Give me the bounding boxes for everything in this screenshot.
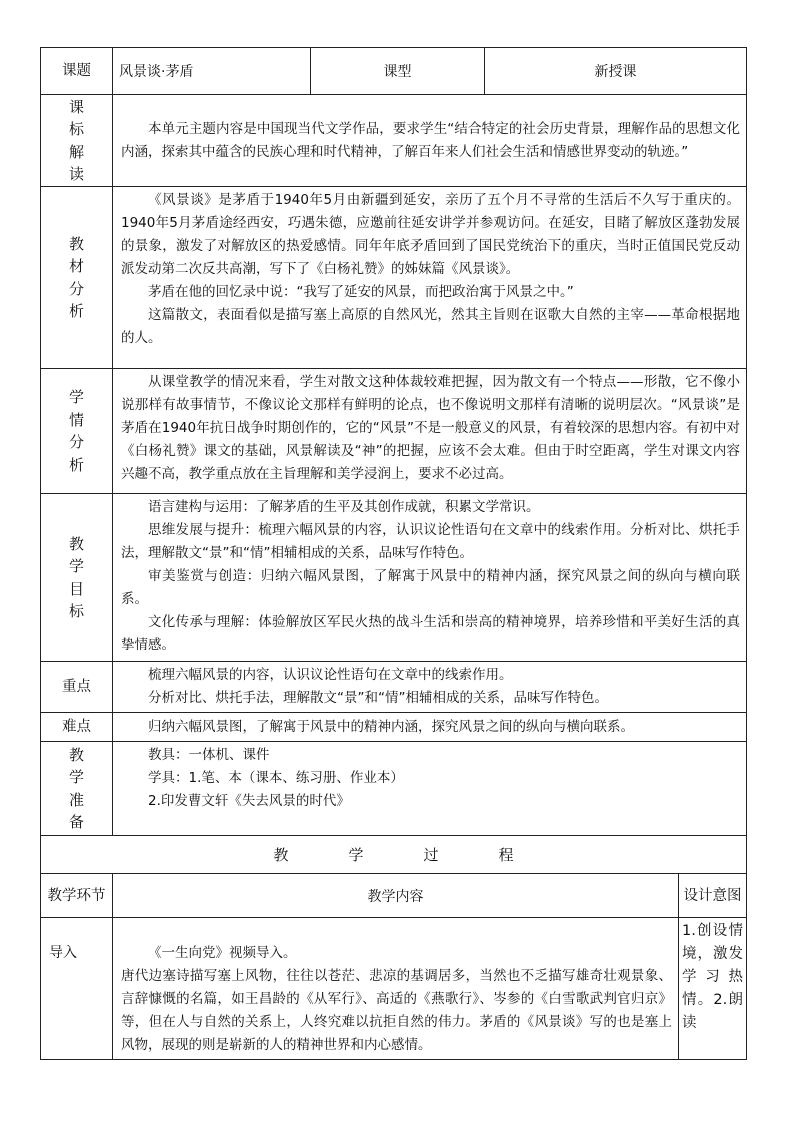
students-row	[41, 369, 747, 494]
key-label: 重点	[41, 662, 113, 713]
process-title: 教 学 过 程	[41, 836, 747, 874]
intro-design: 1.创设情境，激发学习热情。2.朗读	[679, 918, 747, 1060]
goals-row	[41, 494, 747, 662]
intro-content: 《一生向党》视频导入。 唐代边塞诗描写塞上风物，往往以苍茫、悲凉的基调居多，当然也不乏描写雄奇壮观景象、言辞慷慨的名篇，如王昌龄的《从军行》、高适的《燕歌行》、岑参的《白雪歌武判官归京》等，但在人与自然的关系上，人终究难以抗拒自然的伟力。茅盾的《风景谈》写的也是塞上风物，展现的则是崭新的人的精神世界和内心感情。	[113, 918, 679, 1060]
topic-value: 风景谈·茅盾	[113, 48, 311, 95]
textbook-label: 教 材 分 析	[41, 187, 113, 369]
type-value: 新授课	[485, 48, 747, 95]
type-label: 课型	[311, 48, 485, 95]
key-text: 梳理六幅风景的内容，认识议论性语句在文章中的线索作用。 分析对比、烘托手法，理解散文“景”和“情”相辅相成的关系，品味写作特色。	[113, 662, 747, 713]
difficulty-text: 归纳六幅风景图，了解寓于风景中的精神内涵，探究风景之间的纵向与横向联系。	[113, 713, 747, 742]
lesson-plan-table	[40, 47, 747, 1060]
process-title-row	[41, 836, 747, 874]
goals-text: 语言建构与运用：了解茅盾的生平及其创作成就，积累文学常识。 思维发展与提升：梳理六幅风景的内容，认识议论性语句在文章中的线索作用。分析对比、烘托手法，理解散文“景”和“情”相辅相成的关系，品味写作特色。 审美鉴赏与创造：归纳六幅风景图，了解寓于风景中的精神内涵，探究风景之间的纵向与横向联系。 文化传承与理解：体验解放区军民火热的战斗生活和崇高的精神境界，培养珍惜和平美好生活的真挚情感。	[113, 494, 747, 662]
standard-label: 课 标 解 读	[41, 95, 113, 187]
students-label: 学 情 分 析	[41, 369, 113, 494]
stage-header: 教学环节	[41, 874, 113, 918]
difficulty-row	[41, 713, 747, 742]
textbook-text: 《风景谈》是茅盾于1940年5月由新疆到延安，亲历了五个月不寻常的生活后不久写于重庆的。1940年5月茅盾途经西安，巧遇朱德，应邀前往延安讲学并参观访问。在延安，目睹了解放区蓬勃发展的景象，激发了对解放区的热爱感情。同年年底矛盾回到了国民党统治下的重庆，当时正值国民党反动派发动第二次反共高潮，写下了《白杨礼赞》的姊妹篇《风景谈》。 茅盾在他的回忆录中说：“我写了延安的风景，而把政治寓于风景之中。” 这篇散文，表面看似是描写塞上高原的自然风光，然其主旨则在讴歌大自然的主宰——革命根据地的人。	[113, 187, 747, 369]
intro-stage: 导入	[41, 918, 113, 1060]
students-text: 从课堂教学的情况来看，学生对散文这种体裁较难把握，因为散文有一个特点——形散，它不像小说那样有故事情节，不像议论文那样有鲜明的论点，也不像说明文那样有清晰的说明层次。“风景谈”是茅盾在1940年抗日战争时期创作的，它的“风景”不是一般意义的风景，有着较深的思想内容。有初中对《白杨礼赞》课文的基础，风景解读及“神”的把握，应该不会太难。但由于时空距离，学生对课文内容兴趣不高，教学重点放在主旨理解和美学浸润上，要求不必过高。	[113, 369, 747, 494]
textbook-row	[41, 187, 747, 369]
prep-text: 教具：一体机、课件 学具：1.笔、本（课本、练习册、作业本） 2.印发曹文轩《失去风景的时代》	[113, 742, 747, 836]
process-header-row	[41, 874, 747, 918]
content-header: 教学内容	[113, 874, 679, 918]
standard-text: 本单元主题内容是中国现当代文学作品，要求学生“结合特定的社会历史背景，理解作品的思想文化内涵，探索其中蕴含的民族心理和时代精神，了解百年来人们社会生活和情感世界变动的轨迹。”	[113, 95, 747, 187]
key-row	[41, 662, 747, 713]
intro-row	[41, 918, 747, 1060]
difficulty-label: 难点	[41, 713, 113, 742]
design-header: 设计意图	[679, 874, 747, 918]
prep-label: 教 学 准 备	[41, 742, 113, 836]
standard-row	[41, 95, 747, 187]
header-row	[41, 48, 747, 95]
prep-row	[41, 742, 747, 836]
goals-label: 教 学 目 标	[41, 494, 113, 662]
topic-label: 课题	[41, 48, 113, 95]
